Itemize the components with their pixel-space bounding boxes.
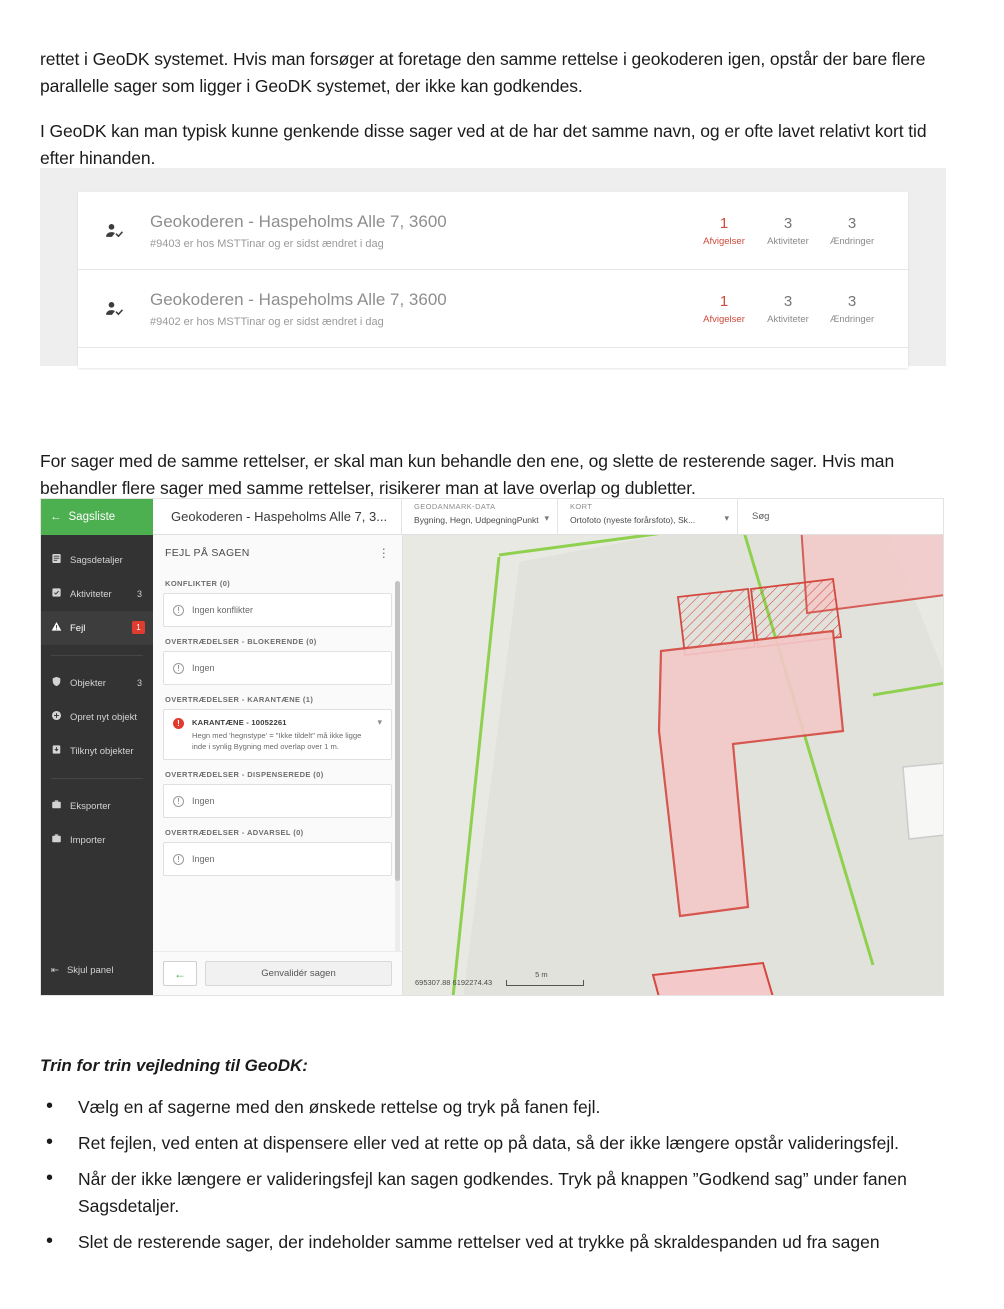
list-item: • Vælg en af sagerne med den ønskede rettelse og tryk på fanen fejl.	[40, 1094, 950, 1121]
shield-icon	[51, 676, 62, 690]
sidebar-item-label: Importer	[70, 834, 106, 846]
case-title: Geokoderen - Haspeholms Alle 7, 3600	[150, 212, 447, 231]
stat-aktiviteter	[756, 215, 820, 247]
app-topbar	[153, 499, 943, 535]
error-icon: !	[173, 718, 184, 729]
scale-line	[506, 969, 584, 986]
link-icon	[51, 744, 62, 758]
geodanmark-data-select[interactable]	[401, 499, 557, 535]
stat-value: 3	[783, 214, 793, 232]
sidebar-item-objekter[interactable]	[41, 666, 153, 700]
stat-afvigelser	[692, 293, 756, 325]
group-label-blokerende: OVERTRÆDELSER - BLOKERENDE (0)	[165, 637, 317, 646]
list-item: • Slet de resterende sager, der indeholder samme rettelser ved at trykke på skraldespanden ud fra sagen	[40, 1229, 950, 1256]
chevron-down-icon[interactable]: ▾	[377, 717, 382, 727]
hide-panel-label: Skjul panel	[66, 964, 114, 976]
group-advarsel	[163, 842, 392, 876]
map-scalebar	[415, 969, 584, 987]
scale-label: 5 m	[535, 969, 548, 979]
activity-icon	[51, 587, 62, 601]
sidebar-item-count: 3	[136, 589, 142, 599]
map-coordinates: 695307.88 6192274.43	[415, 978, 493, 987]
group-blokerende	[163, 651, 392, 685]
sidebar-item-label: Aktiviteter	[70, 588, 112, 600]
sidebar-item-label: Eksporter	[70, 800, 111, 812]
sidebar-item-count: 3	[136, 678, 142, 688]
export-icon	[51, 799, 62, 813]
sidebar-item-label: Fejl	[70, 622, 86, 634]
group-label-karantaene: OVERTRÆDELSER - KARANTÆNE (1)	[165, 695, 314, 704]
divider	[51, 778, 143, 779]
sidebar-item-label: Opret nyt objekt	[70, 711, 138, 723]
chevron-down-icon: ▾	[724, 512, 729, 523]
chevron-down-icon: ▾	[544, 512, 549, 523]
case-title: Geokoderen - Haspeholms Alle 7, 3600	[150, 290, 447, 309]
stat-aktiviteter	[756, 293, 820, 325]
stat-label: Ændringer	[829, 313, 875, 325]
app-sidebar	[41, 535, 153, 995]
paragraph-2: I GeoDK kan man typisk kunne genkende disse sager ved at de har det samme navn, og er ofte lavet relativt kort tid efter hinanden.	[40, 120, 927, 168]
back-to-sagsliste-button[interactable]	[41, 499, 153, 535]
more-options-icon[interactable]: ⋮	[377, 546, 390, 560]
group-label-dispenserede: OVERTRÆDELSER - DISPENSEREDE (0)	[165, 770, 324, 779]
case-text	[150, 211, 692, 250]
stat-aendringer	[820, 293, 884, 325]
field-value: Ortofoto (nyeste forårsfoto), Sk...	[570, 514, 696, 525]
panel-scrollbar[interactable]	[395, 581, 400, 977]
sidebar-footer	[41, 953, 153, 987]
group-text: Ingen	[192, 854, 215, 864]
errors-panel	[153, 535, 403, 995]
group-text: Ingen	[192, 796, 215, 806]
collapse-icon: ⇤	[51, 964, 59, 976]
sidebar-item-label: Objekter	[70, 677, 106, 689]
sidebar-item-opret-nyt-objekt[interactable]	[41, 700, 153, 734]
stat-label: Afvigelser	[703, 313, 745, 325]
case-document-title: Geokoderen - Haspeholms Alle 7, 3...	[171, 509, 388, 524]
plus-circle-icon	[51, 710, 62, 724]
map-view[interactable]	[403, 535, 943, 995]
info-icon: !	[173, 854, 184, 865]
paragraph-3: For sager med de samme rettelser, er skal man kun behandle den ene, og slette de resterende sager. Hvis man behandler flere sager med samme rettelser, risikerer man at lave overlap og dubletter.	[40, 450, 895, 498]
list-item: • Ret fejlen, ved enten at dispensere eller ved at rette op på data, så der ikke længere opstår valideringsfejl.	[40, 1130, 950, 1157]
stat-afvigelser	[692, 215, 756, 247]
field-label: GEODANMARK-DATA	[414, 501, 496, 511]
group-label-konflikter: KONFLIKTER (0)	[165, 579, 231, 588]
info-icon: !	[173, 796, 184, 807]
stat-aendringer	[820, 215, 884, 247]
field-value: Bygning, Hegn, UdpegningPunkt	[414, 514, 539, 525]
table-row-partial	[78, 348, 908, 368]
list-item: • Når der ikke længere er valideringsfejl kan sagen godkendes. Tryk på knappen ”Godkend sag” under fanen Sagsdetaljer.	[40, 1166, 950, 1220]
stat-label: Aktiviteter	[767, 313, 809, 325]
search-label: Søg	[752, 510, 770, 522]
panel-body	[153, 579, 402, 876]
group-dispenserede	[163, 784, 392, 818]
sidebar-item-fejl[interactable]	[41, 611, 153, 645]
sidebar-item-label: Tilknyt objekter	[70, 745, 134, 757]
violation-description: Hegn med 'hegnstype' = "Ikke tildelt" må ikke ligge inde i synlig Bygning med overlap over 1 m.	[192, 731, 362, 751]
kort-select[interactable]	[557, 499, 737, 535]
violation-title: KARANTÆNE - 10052261	[192, 718, 287, 727]
group-karantaene-item[interactable]	[163, 709, 392, 760]
stat-label: Aktiviteter	[767, 235, 809, 247]
stat-label: Ændringer	[829, 235, 875, 247]
sidebar-item-tilknyt-objekter[interactable]	[41, 734, 153, 768]
stat-value: 1	[719, 214, 729, 232]
group-konflikter	[163, 593, 392, 627]
back-label: Sagsliste	[68, 511, 116, 523]
group-label-advarsel: OVERTRÆDELSER - ADVARSEL (0)	[165, 828, 304, 837]
hide-panel-button[interactable]	[41, 953, 153, 987]
group-text: Ingen	[192, 663, 215, 673]
case-list	[78, 192, 908, 368]
import-icon	[51, 833, 62, 847]
geodk-app-screenshot	[40, 498, 944, 996]
sidebar-item-eksporter[interactable]	[41, 789, 153, 823]
map-canvas	[403, 535, 943, 995]
revalidate-button[interactable]: Genvalidér sagen	[205, 961, 392, 986]
sidebar-item-aktiviteter[interactable]	[41, 577, 153, 611]
status-badge: 1	[132, 621, 145, 634]
arrow-left-icon: ←	[50, 511, 62, 523]
group-text: Ingen konflikter	[192, 605, 254, 615]
panel-back-button[interactable]: ←	[163, 961, 197, 986]
case-subtitle: #9403 er hos MSTTinar og er sidst ændret i dag	[150, 238, 384, 250]
user-check-icon	[78, 299, 150, 319]
warning-icon	[51, 621, 62, 635]
stat-value: 1	[719, 292, 729, 310]
stat-value: 3	[847, 214, 857, 232]
guide-bullet-list	[40, 1094, 950, 1265]
case-list-screenshot	[40, 168, 946, 366]
sidebar-item-sagsdetaljer[interactable]	[41, 543, 153, 577]
paragraph-1: rettet i GeoDK systemet. Hvis man forsøger at foretage den samme rettelse i geokoderen igen, opstår der bare flere parallelle sager som ligger i GeoDK systemet, der ikke kan godkendes.	[40, 48, 926, 96]
document-icon	[51, 553, 62, 567]
stat-label: Afvigelser	[703, 235, 745, 247]
field-label: KORT	[570, 501, 593, 511]
case-stats	[692, 215, 908, 247]
info-icon: !	[173, 663, 184, 674]
case-text	[150, 289, 692, 328]
table-row[interactable]	[78, 270, 908, 348]
sidebar-item-importer[interactable]	[41, 823, 153, 857]
divider	[51, 655, 143, 656]
sidebar-item-label: Sagsdetaljer	[70, 554, 123, 566]
table-row[interactable]	[78, 192, 908, 270]
user-check-icon	[78, 221, 150, 241]
search-input[interactable]	[737, 499, 779, 535]
guide-heading: Trin for trin vejledning til GeoDK:	[40, 1056, 308, 1075]
stat-value: 3	[847, 292, 857, 310]
info-icon: !	[173, 605, 184, 616]
case-subtitle: #9402 er hos MSTTinar og er sidst ændret i dag	[150, 316, 384, 328]
panel-title: FEJL PÅ SAGEN	[165, 547, 250, 559]
stat-value: 3	[783, 292, 793, 310]
case-stats	[692, 293, 908, 325]
panel-footer	[153, 951, 402, 995]
panel-header	[153, 535, 402, 569]
